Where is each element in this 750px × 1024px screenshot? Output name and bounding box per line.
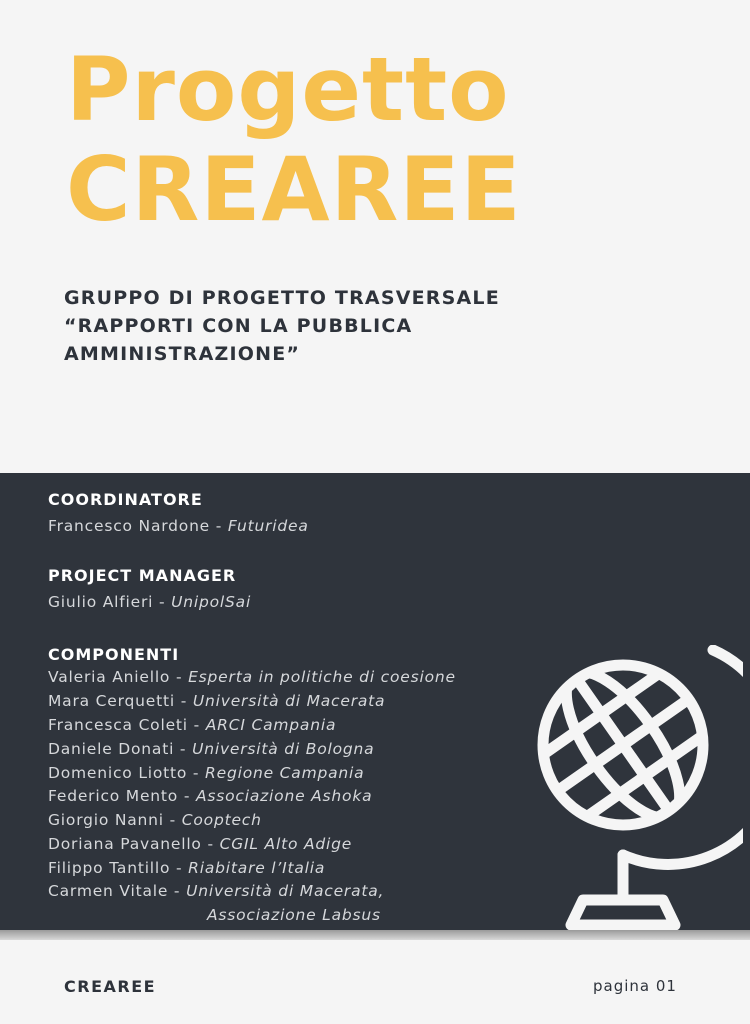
- person-org: Associazione Labsus: [207, 906, 381, 924]
- person-org: Università di Bologna: [192, 740, 375, 758]
- list-item: [48, 740, 374, 758]
- project-manager-heading: PROJECT MANAGER: [48, 566, 237, 585]
- person-org: Università di Macerata: [192, 692, 386, 710]
- person-name: Domenico Liotto: [48, 764, 188, 782]
- person-org: Regione Campania: [205, 764, 365, 782]
- person-org: ARCI Campania: [205, 716, 337, 734]
- person-org: CGIL Alto Adige: [219, 835, 353, 853]
- list-item: [48, 764, 364, 782]
- project-manager-entry: [48, 593, 251, 611]
- list-item-continuation: [207, 906, 381, 924]
- person-name: Doriana Pavanello: [48, 835, 202, 853]
- title-line-2: CREAREE: [66, 138, 522, 241]
- list-item: [48, 692, 385, 710]
- person-name: Valeria Aniello: [48, 668, 171, 686]
- person-org: Cooptech: [181, 811, 262, 829]
- separator: -: [153, 593, 172, 611]
- separator: -: [168, 882, 187, 900]
- person-name: Francesco Nardone: [48, 517, 211, 535]
- componenti-heading: COMPONENTI: [48, 645, 180, 664]
- separator: -: [175, 692, 193, 710]
- list-item: [48, 716, 336, 734]
- subtitle-line-3: AMMINISTRAZIONE”: [64, 343, 301, 365]
- list-item: [48, 882, 384, 900]
- person-name: Giorgio Nanni: [48, 811, 164, 829]
- coordinatore-entry: [48, 517, 309, 535]
- person-name: Mara Cerquetti: [48, 692, 175, 710]
- person-org: Futuridea: [227, 517, 309, 535]
- separator: -: [174, 740, 193, 758]
- separator: -: [187, 716, 206, 734]
- separator: -: [170, 859, 189, 877]
- panel-divider: [0, 930, 750, 940]
- list-item: [48, 811, 262, 829]
- person-org: Esperta in politiche di coesione: [188, 668, 456, 686]
- globe-icon: [523, 645, 743, 930]
- person-org: UnipolSai: [171, 593, 252, 611]
- person-name: Federico Mento: [48, 787, 179, 805]
- subtitle-line-1: GRUPPO DI PROGETTO TRASVERSALE: [64, 287, 500, 309]
- subtitle: [64, 284, 624, 368]
- person-org: Università di Macerata,: [186, 882, 385, 900]
- separator: -: [170, 668, 189, 686]
- separator: -: [163, 811, 182, 829]
- person-name: Filippo Tantillo: [48, 859, 171, 877]
- footer-brand: CREAREE: [64, 977, 157, 996]
- person-name: Francesca Coleti: [48, 716, 188, 734]
- person-org: Associazione Ashoka: [195, 787, 373, 805]
- separator: -: [178, 787, 196, 805]
- list-item: [48, 835, 352, 853]
- subtitle-line-2: “RAPPORTI CON LA PUBBLICA: [64, 315, 413, 337]
- separator: -: [201, 835, 220, 853]
- person-name: Daniele Donati: [48, 740, 175, 758]
- separator: -: [210, 517, 228, 535]
- list-item: [48, 668, 456, 686]
- title-line-1: Progetto: [66, 38, 510, 141]
- page-number: pagina 01: [593, 977, 677, 995]
- separator: -: [187, 764, 206, 782]
- person-name: Carmen Vitale: [48, 882, 169, 900]
- person-name: Giulio Alfieri: [48, 593, 154, 611]
- list-item: [48, 787, 372, 805]
- person-org: Riabitare l’Italia: [188, 859, 326, 877]
- coordinatore-heading: COORDINATORE: [48, 490, 203, 509]
- page-title: [66, 40, 522, 240]
- list-item: [48, 859, 325, 877]
